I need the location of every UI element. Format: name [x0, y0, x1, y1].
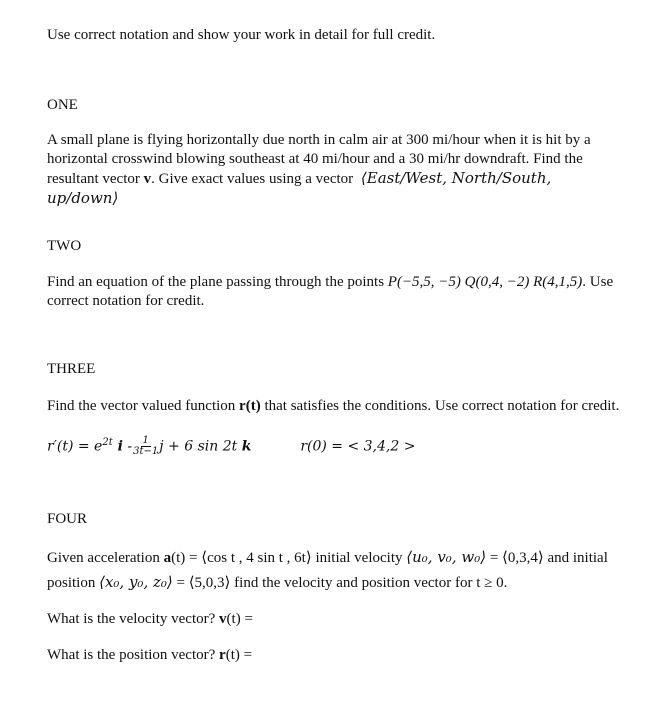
eq-i: i — [112, 438, 123, 455]
velocity-value: = ⟨0,3,4⟩ — [486, 550, 544, 566]
heading-one: ONE — [47, 97, 78, 113]
points: P(−5,5, −5) Q(0,4, −2) R(4,1,5) — [387, 274, 583, 290]
position-q-text: What is the position vector? — [47, 647, 220, 663]
initial-condition: r(0) = < 3,4,2 > — [300, 438, 416, 455]
velocity-vector: ⟨u₀, v₀, w₀⟩ — [406, 548, 487, 566]
four-text-a4: find the velocity and position vector for t ≥ 0. — [230, 575, 508, 591]
heading-four: FOUR — [47, 511, 88, 527]
frac-numerator: 1 — [142, 435, 149, 447]
accel-a: a — [163, 550, 172, 566]
position-r: r — [219, 647, 226, 663]
vector-format: ⟨East/West, North/South, up/down⟩ — [47, 169, 552, 207]
problem-two-part2: . Use correct notation for credit. — [47, 274, 614, 309]
vector-v: v — [143, 171, 152, 187]
heading-two: TWO — [47, 238, 82, 254]
problem-four-text — [47, 545, 622, 595]
problem-one-text — [47, 131, 622, 209]
problem-two-text — [47, 273, 622, 311]
eq-exponent: 2t — [102, 437, 113, 448]
problem-one-part2: . Give exact values using a vector — [151, 171, 357, 187]
instructions: Use correct notation and show your work in detail for full credit. — [47, 27, 436, 43]
velocity-v: v — [219, 611, 227, 627]
problem-three-part2: that satisfies the conditions. Use correct notation for credit. — [260, 398, 620, 414]
problem-two-part1: Find an equation of the plane passing through the points — [47, 274, 388, 290]
eq-lhs: r′(t) = e — [47, 438, 103, 455]
problem-three-text — [47, 397, 619, 416]
function-r: r(t) — [239, 398, 261, 414]
position-tail: (t) = — [225, 647, 253, 663]
accel-expr: (t) = ⟨cos t , 4 sin t , 6t⟩ — [171, 550, 312, 566]
derivative-equation — [47, 433, 415, 457]
velocity-question — [47, 610, 253, 629]
heading-three: THREE — [47, 361, 96, 377]
eq-rest: j + 6 sin 2t — [159, 438, 242, 455]
position-vector: ⟨x₀, y₀, z₀⟩ — [99, 573, 173, 591]
velocity-tail: (t) = — [226, 611, 253, 627]
frac-denominator: 3t−1 — [133, 446, 159, 458]
problem-one-part1: A small plane is flying horizontally due north in calm air at 300 mi/hour when it is hit by a horizontal crosswind blowing southeast at 40 mi/hour and a 30 mi/hr downdraft. Find the resultant vector — [47, 132, 591, 187]
eq-minus: - — [122, 438, 133, 455]
position-value: = ⟨5,0,3⟩ — [172, 575, 231, 591]
four-text-a2: initial velocity — [311, 550, 407, 566]
velocity-q-text: What is the velocity vector? — [47, 611, 220, 627]
four-text-a3: and initial position — [47, 550, 608, 591]
problem-three-part1: Find the vector valued function — [47, 398, 240, 414]
position-question — [47, 646, 252, 665]
four-text-a1: Given acceleration — [47, 550, 164, 566]
eq-k: k — [241, 438, 252, 455]
eq-fraction — [133, 436, 158, 457]
